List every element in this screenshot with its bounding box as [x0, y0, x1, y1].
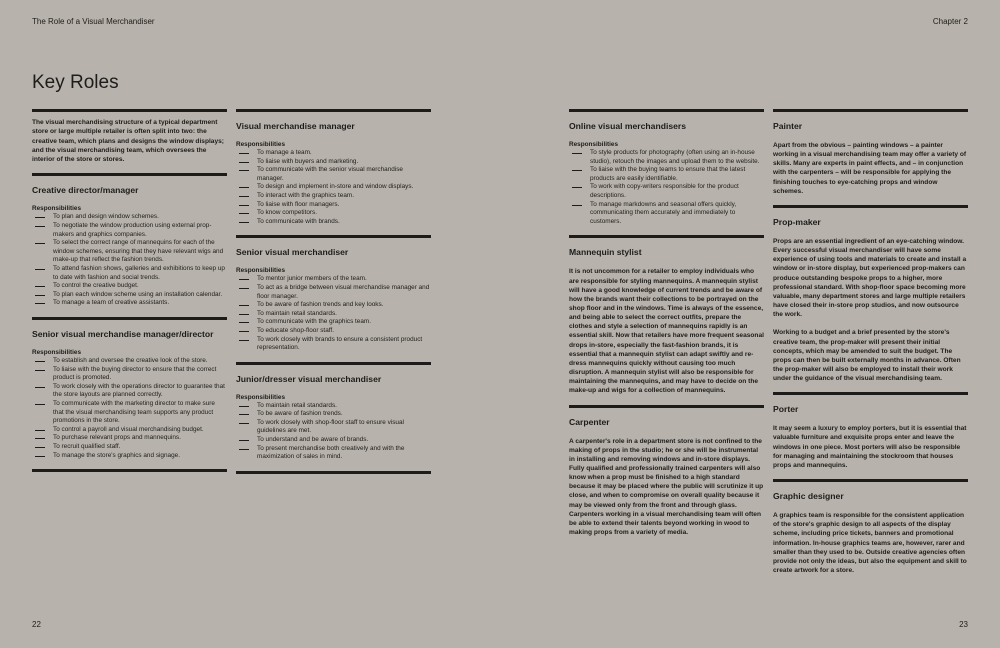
section-body: Props are an essential ingredient of an eye-catching window. Every successful visual merchandiser will have some experience of using tools and materials to create and install a window or in-store display, but experienced prop-makers can produce outstanding bespoke props to a higher, more professional standard. With shop-floor space becoming more valuable, many department stores and large multiple retailers have closed their in-store prop studios, and now outsource the work. [773, 237, 967, 319]
list-item: To control a payroll and visual merchandising budget. [32, 426, 227, 435]
section-title: Online visual merchandisers [569, 121, 687, 131]
list-item: To manage markdowns and seasonal offers quickly, communicating them accurately and immediately to customers. [569, 201, 764, 227]
section-title: Senior visual merchandise manager/director [32, 329, 214, 340]
column-2 [236, 109, 431, 480]
responsibilities-list [236, 402, 431, 462]
section-title: Prop-maker [773, 216, 821, 227]
list-item: To maintain retail standards. [236, 310, 431, 319]
responsibilities-label: Responsibilities [32, 205, 82, 213]
list-item: To liaise with floor managers. [236, 201, 431, 210]
running-header-right: Chapter 2 [932, 17, 968, 26]
vm-manager-section [236, 109, 431, 226]
list-item: To purchase relevant props and mannequins. [32, 434, 227, 443]
list-item: To communicate with the graphics team. [236, 318, 431, 327]
intro-section [32, 109, 227, 164]
section-body: A graphics team is responsible for the consistent application of the store's graphic design to all aspects of the display scheme, including price tickets, banners and promotional information. In-house graphics teams are, however, rarer and smaller than they used to be. Outside creative agencies often provide not only the ideas, but also the equipment and skill to create artwork for a store. [773, 512, 967, 574]
porter-section [773, 392, 968, 470]
list-item: To liaise with the buying director to ensure that the correct product is promoted. [32, 366, 227, 383]
prop-maker-section [773, 205, 968, 383]
list-item: To negotiate the window production using external prop-makers and graphics companies. [32, 222, 227, 239]
graphic-designer-section [773, 479, 968, 575]
responsibilities-label: Responsibilities [236, 267, 286, 275]
section-title: Carpenter [569, 416, 610, 427]
column-3 [569, 109, 764, 546]
section-title: Mannequin stylist [569, 247, 642, 258]
section-title: Painter [773, 121, 803, 131]
list-item: To work closely with brands to ensure a consistent product representation. [236, 336, 431, 353]
list-item: To work closely with the operations director to guarantee that the store layouts are planned correctly. [32, 383, 227, 400]
responsibilities-list [569, 149, 764, 226]
list-item: To plan and design window schemes. [32, 213, 227, 222]
page-number-left: 22 [32, 620, 41, 629]
list-item: To select the correct range of mannequins for each of the window schemes, ensuring that they have relevant wigs and make-up that reflect the fashion trends. [32, 239, 227, 265]
responsibilities-label: Responsibilities [32, 349, 82, 357]
online-vm-section [569, 109, 764, 226]
section-body: A carpenter's role in a department store is not confined to the making of props in the studio; he or she will be instrumental in installing and removing windows and in-store displays. Fully qualified and professionally trained carpenters will also know when a prop must be finished to a high standard because it may be placed where the public will scrutinize it up close, and when to compromise on overall quality because it may be viewed only from the front and through glass. Carpenters working in a visual merchandising team will often be able to extend their talents beyond working in wood to making props from a variety of media. [569, 437, 764, 537]
list-item: To be aware of fashion trends and key looks. [236, 301, 431, 310]
list-item: To communicate with the senior visual merchandise manager. [236, 166, 431, 183]
list-item: To work closely with shop-floor staff to ensure visual guidelines are met. [236, 419, 431, 436]
running-header-left: The Role of a Visual Merchandiser [32, 17, 155, 26]
list-item: To attend fashion shows, galleries and exhibitions to keep up to date with fashion and social trends. [32, 265, 227, 282]
list-item: To act as a bridge between visual merchandise manager and floor manager. [236, 284, 431, 301]
list-item: To liaise with the buying teams to ensure that the latest products are easily identifiable. [569, 166, 764, 183]
column-end-rule [32, 469, 227, 478]
responsibilities-list [236, 275, 431, 352]
list-item: To be aware of fashion trends. [236, 410, 431, 419]
section-title: Senior visual merchandiser [236, 247, 349, 258]
section-body: Working to a budget and a brief presented by the store's creative team, the prop-maker will present their initial concepts, which may be amended to suit the budget. The props can then be built externally months in advance. Often the prop-maker will also be employed to install their work under the guidance of the visual merchandising team. [773, 329, 961, 383]
list-item: To understand and be aware of brands. [236, 436, 431, 445]
responsibilities-label: Responsibilities [236, 393, 286, 401]
responsibilities-label: Responsibilities [569, 141, 619, 148]
responsibilities-list [32, 213, 227, 308]
section-title: Visual merchandise manager [236, 121, 355, 131]
section-title: Graphic designer [773, 491, 844, 502]
list-item: To maintain retail standards. [236, 402, 431, 411]
column-end-rule [236, 471, 431, 480]
list-item: To work with copy-writers responsible for the product descriptions. [569, 183, 764, 200]
senior-vm-section [236, 235, 431, 352]
carpenter-section [569, 405, 764, 538]
list-item: To manage the store's graphics and signage. [32, 452, 227, 461]
list-item: To communicate with the marketing director to make sure that the visual merchandising team supports any product promotions in the store. [32, 400, 227, 426]
list-item: To design and implement in-store and window displays. [236, 183, 431, 192]
list-item: To mentor junior members of the team. [236, 275, 431, 284]
list-item: To manage a team of creative assistants. [32, 299, 227, 308]
section-body: Apart from the obvious – painting windows – a painter working in a visual merchandising team may offer a variety of skills. Many are experts in paint effects, and – in conjunction with the carpenters – will be responsible for applying the finishing touches to eye-catching props and window schemes. [773, 142, 967, 195]
section-title: Junior/dresser visual merchandiser [236, 373, 382, 384]
creative-director-section [32, 173, 227, 308]
responsibilities-list [236, 149, 431, 226]
section-title: Porter [773, 404, 799, 415]
junior-vm-section [236, 362, 431, 462]
list-item: To control the creative budget. [32, 282, 227, 291]
section-body: It is not uncommon for a retailer to employ individuals who are responsible for styling mannequins. A mannequin stylist will have a good knowledge of current trends and be aware of how the brands want their collections to be portrayed on the shop floor and in the windows. Time is always of the essence, and being able to select the correct outfits, prepare the clothes and style a selection of mannequins rapidly is an essential skill. Now that retailers have more frequent seasonal drops in-store, especially the fast-fashion brands, it is essential that a mannequin stylist can adapt swiftly and re-dress mannequins quickly without causing too much disruption. A mannequin stylist will also be responsible for maintaining the mannequins, and may have to decide on the make-up and wigs for a collection of mannequins. [569, 268, 764, 395]
responsibilities-list [32, 357, 227, 460]
column-1 [32, 109, 227, 478]
list-item: To know competitors. [236, 209, 431, 218]
page-number-right: 23 [959, 620, 968, 629]
list-item: To communicate with brands. [236, 218, 431, 227]
painter-section [773, 109, 968, 196]
list-item: To present merchandise both creatively and with the maximization of sales in mind. [236, 445, 431, 462]
page-title: Key Roles [32, 72, 119, 93]
list-item: To establish and oversee the creative look of the store. [32, 357, 227, 366]
section-title: Creative director/manager [32, 185, 139, 196]
list-item: To educate shop-floor staff. [236, 327, 431, 336]
column-4 [773, 109, 968, 584]
responsibilities-label: Responsibilities [236, 141, 286, 148]
intro-text: The visual merchandising structure of a typical department store or large multiple retailer is often split into two: the creative team, which plans and designs the window displays; and the visual merchandising team, which oversees the interior of the store or stores. [32, 119, 225, 164]
list-item: To style products for photography (often using an in-house studio), retouch the images and upload them to the website. [569, 149, 764, 166]
list-item: To interact with the graphics team. [236, 192, 431, 201]
list-item: To recruit qualified staff. [32, 443, 227, 452]
senior-manager-section [32, 317, 227, 460]
mannequin-stylist-section [569, 235, 764, 395]
list-item: To plan each window scheme using an installation calendar. [32, 291, 227, 300]
list-item: To liaise with buyers and marketing. [236, 158, 431, 167]
list-item: To manage a team. [236, 149, 431, 158]
section-body: It may seem a luxury to employ porters, but it is essential that valuable furniture and exquisite props enter and leave the windows in one piece. Most porters will also be responsible for managing and maintaining the stockroom that houses props and mannequins. [773, 425, 967, 469]
